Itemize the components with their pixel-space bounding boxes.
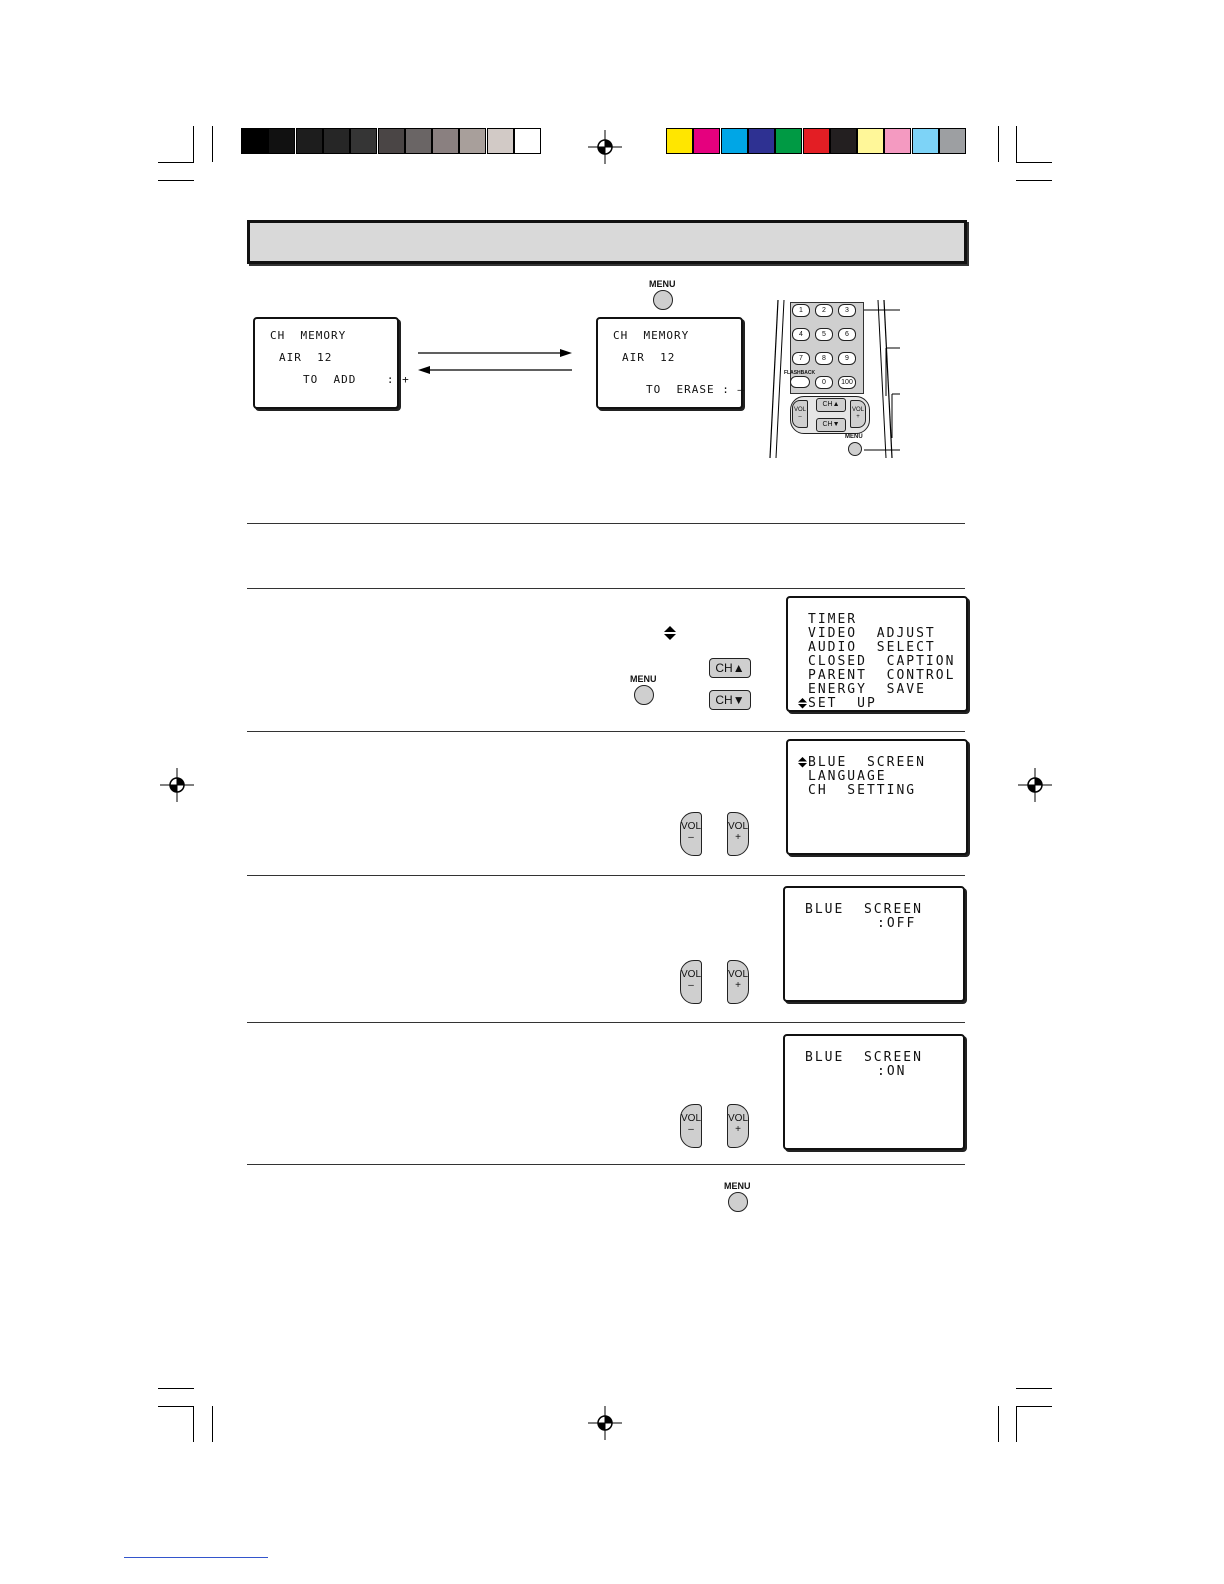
registration-mark-icon	[588, 1406, 622, 1440]
separator	[247, 731, 965, 732]
osd-line: BLUE SCREEN	[805, 1050, 923, 1065]
osd-ch-memory-add	[253, 317, 410, 409]
osd-setup-menu	[786, 739, 968, 855]
vol-label: VOL	[681, 969, 702, 980]
osd-line: :OFF	[877, 916, 917, 931]
vol-minus-button[interactable]	[680, 1104, 702, 1148]
osd-ch-memory-erase	[596, 317, 746, 409]
menu-button-label: MENU	[649, 279, 676, 289]
gray-swatch	[268, 128, 295, 154]
osd-line: BLUE SCREEN	[805, 902, 923, 917]
color-swatch	[939, 128, 966, 154]
up-down-arrows-icon	[798, 757, 807, 768]
remote-key[interactable]: 1	[792, 304, 810, 317]
plus-sign: +	[735, 980, 741, 991]
menu-button[interactable]	[728, 1192, 748, 1212]
page-underline	[124, 1557, 268, 1558]
color-swatch	[775, 128, 802, 154]
vol-label: VOL	[728, 821, 749, 832]
color-swatch	[803, 128, 830, 154]
gray-swatch	[350, 128, 377, 154]
menu-item: VIDEO ADJUST	[808, 626, 936, 641]
flashback-button[interactable]	[790, 376, 810, 388]
flashback-label: FLASHBACK	[784, 370, 816, 376]
vol-plus-button[interactable]	[727, 960, 749, 1004]
up-down-arrows-icon	[664, 626, 676, 640]
vol-label: VOL	[681, 821, 702, 832]
remote-vol-minus[interactable]: VOL –	[792, 400, 808, 428]
osd-main-menu	[786, 596, 968, 712]
remote-key[interactable]: 5	[815, 328, 833, 341]
color-swatch	[693, 128, 720, 154]
color-swatch	[748, 128, 775, 154]
vol-minus-button[interactable]	[680, 960, 702, 1004]
toggle-arrows-icon	[416, 345, 576, 377]
registration-mark-icon	[160, 768, 194, 802]
remote-key[interactable]: 6	[838, 328, 856, 341]
vol-plus-button[interactable]	[727, 1104, 749, 1148]
gray-swatch	[432, 128, 459, 154]
gray-swatch	[378, 128, 405, 154]
separator	[247, 1164, 965, 1165]
section-title-bar	[247, 220, 967, 264]
minus-sign: –	[688, 1124, 694, 1135]
menu-item: CH SETTING	[808, 783, 917, 798]
plus-sign: +	[735, 1124, 741, 1135]
registration-mark-icon	[1018, 768, 1052, 802]
ch-up-button[interactable]: CH▲	[709, 658, 751, 678]
vol-label: VOL	[728, 1113, 749, 1124]
osd-line: CH MEMORY	[613, 329, 690, 342]
color-swatch	[912, 128, 939, 154]
color-swatch	[666, 128, 693, 154]
osd-line: TO ADD : +	[303, 373, 410, 386]
osd-blue-screen-off	[783, 886, 965, 1002]
osd-line: :ON	[877, 1064, 907, 1079]
remote-key[interactable]: 8	[815, 352, 833, 365]
menu-item: BLUE SCREEN	[808, 755, 926, 770]
remote-key[interactable]: 100	[838, 376, 856, 389]
vol-label: VOL	[681, 1113, 702, 1124]
menu-button-label: MENU	[724, 1181, 751, 1191]
registration-mark-icon	[588, 130, 622, 164]
remote-ch-down[interactable]: CH▼	[816, 418, 846, 432]
menu-item: LANGUAGE	[808, 769, 887, 784]
remote-vol-plus[interactable]: VOL +	[850, 400, 866, 428]
minus-sign: –	[688, 980, 694, 991]
gray-swatch	[296, 128, 323, 154]
color-swatch	[884, 128, 911, 154]
vol-minus-button[interactable]	[680, 812, 702, 856]
menu-item: SET UP	[808, 696, 877, 711]
vol-plus-button[interactable]	[727, 812, 749, 856]
menu-button[interactable]	[634, 685, 654, 705]
osd-line: AIR 12	[622, 351, 676, 364]
separator	[247, 523, 965, 524]
menu-button[interactable]	[653, 290, 673, 310]
color-swatch	[721, 128, 748, 154]
remote-key[interactable]: 4	[792, 328, 810, 341]
gray-swatch	[459, 128, 486, 154]
ch-down-button[interactable]: CH▼	[709, 690, 751, 710]
osd-blue-screen-on	[783, 1034, 965, 1150]
menu-item: AUDIO SELECT	[808, 640, 936, 655]
gray-swatch	[241, 128, 268, 154]
minus-sign: –	[688, 832, 694, 843]
gray-swatch	[323, 128, 350, 154]
menu-item: TIMER	[808, 612, 858, 627]
osd-line: AIR 12	[279, 351, 333, 364]
gray-swatch	[405, 128, 432, 154]
separator	[247, 588, 965, 589]
menu-item: PARENT CONTROL	[808, 668, 956, 683]
gray-swatch	[514, 128, 541, 154]
vol-label: VOL	[728, 969, 749, 980]
gray-swatch	[487, 128, 514, 154]
remote-key[interactable]: 7	[792, 352, 810, 365]
separator	[247, 875, 965, 876]
remote-menu-label: MENU	[845, 434, 863, 440]
osd-line: CH MEMORY	[270, 329, 347, 342]
remote-ch-up[interactable]: CH▲	[816, 398, 846, 412]
color-swatch	[857, 128, 884, 154]
menu-item: ENERGY SAVE	[808, 682, 926, 697]
remote-control	[768, 298, 943, 463]
separator	[247, 1022, 965, 1023]
remote-key[interactable]: 9	[838, 352, 856, 365]
menu-item: CLOSED CAPTION	[808, 654, 956, 669]
remote-key[interactable]: 0	[815, 376, 833, 389]
remote-key[interactable]: 3	[838, 304, 856, 317]
color-swatch	[830, 128, 857, 154]
remote-key[interactable]: 2	[815, 304, 833, 317]
remote-menu-button[interactable]	[848, 442, 862, 456]
osd-line: TO ERASE : –	[646, 383, 746, 396]
plus-sign: +	[735, 832, 741, 843]
up-down-arrows-icon	[798, 698, 807, 709]
menu-button-label: MENU	[630, 674, 657, 684]
